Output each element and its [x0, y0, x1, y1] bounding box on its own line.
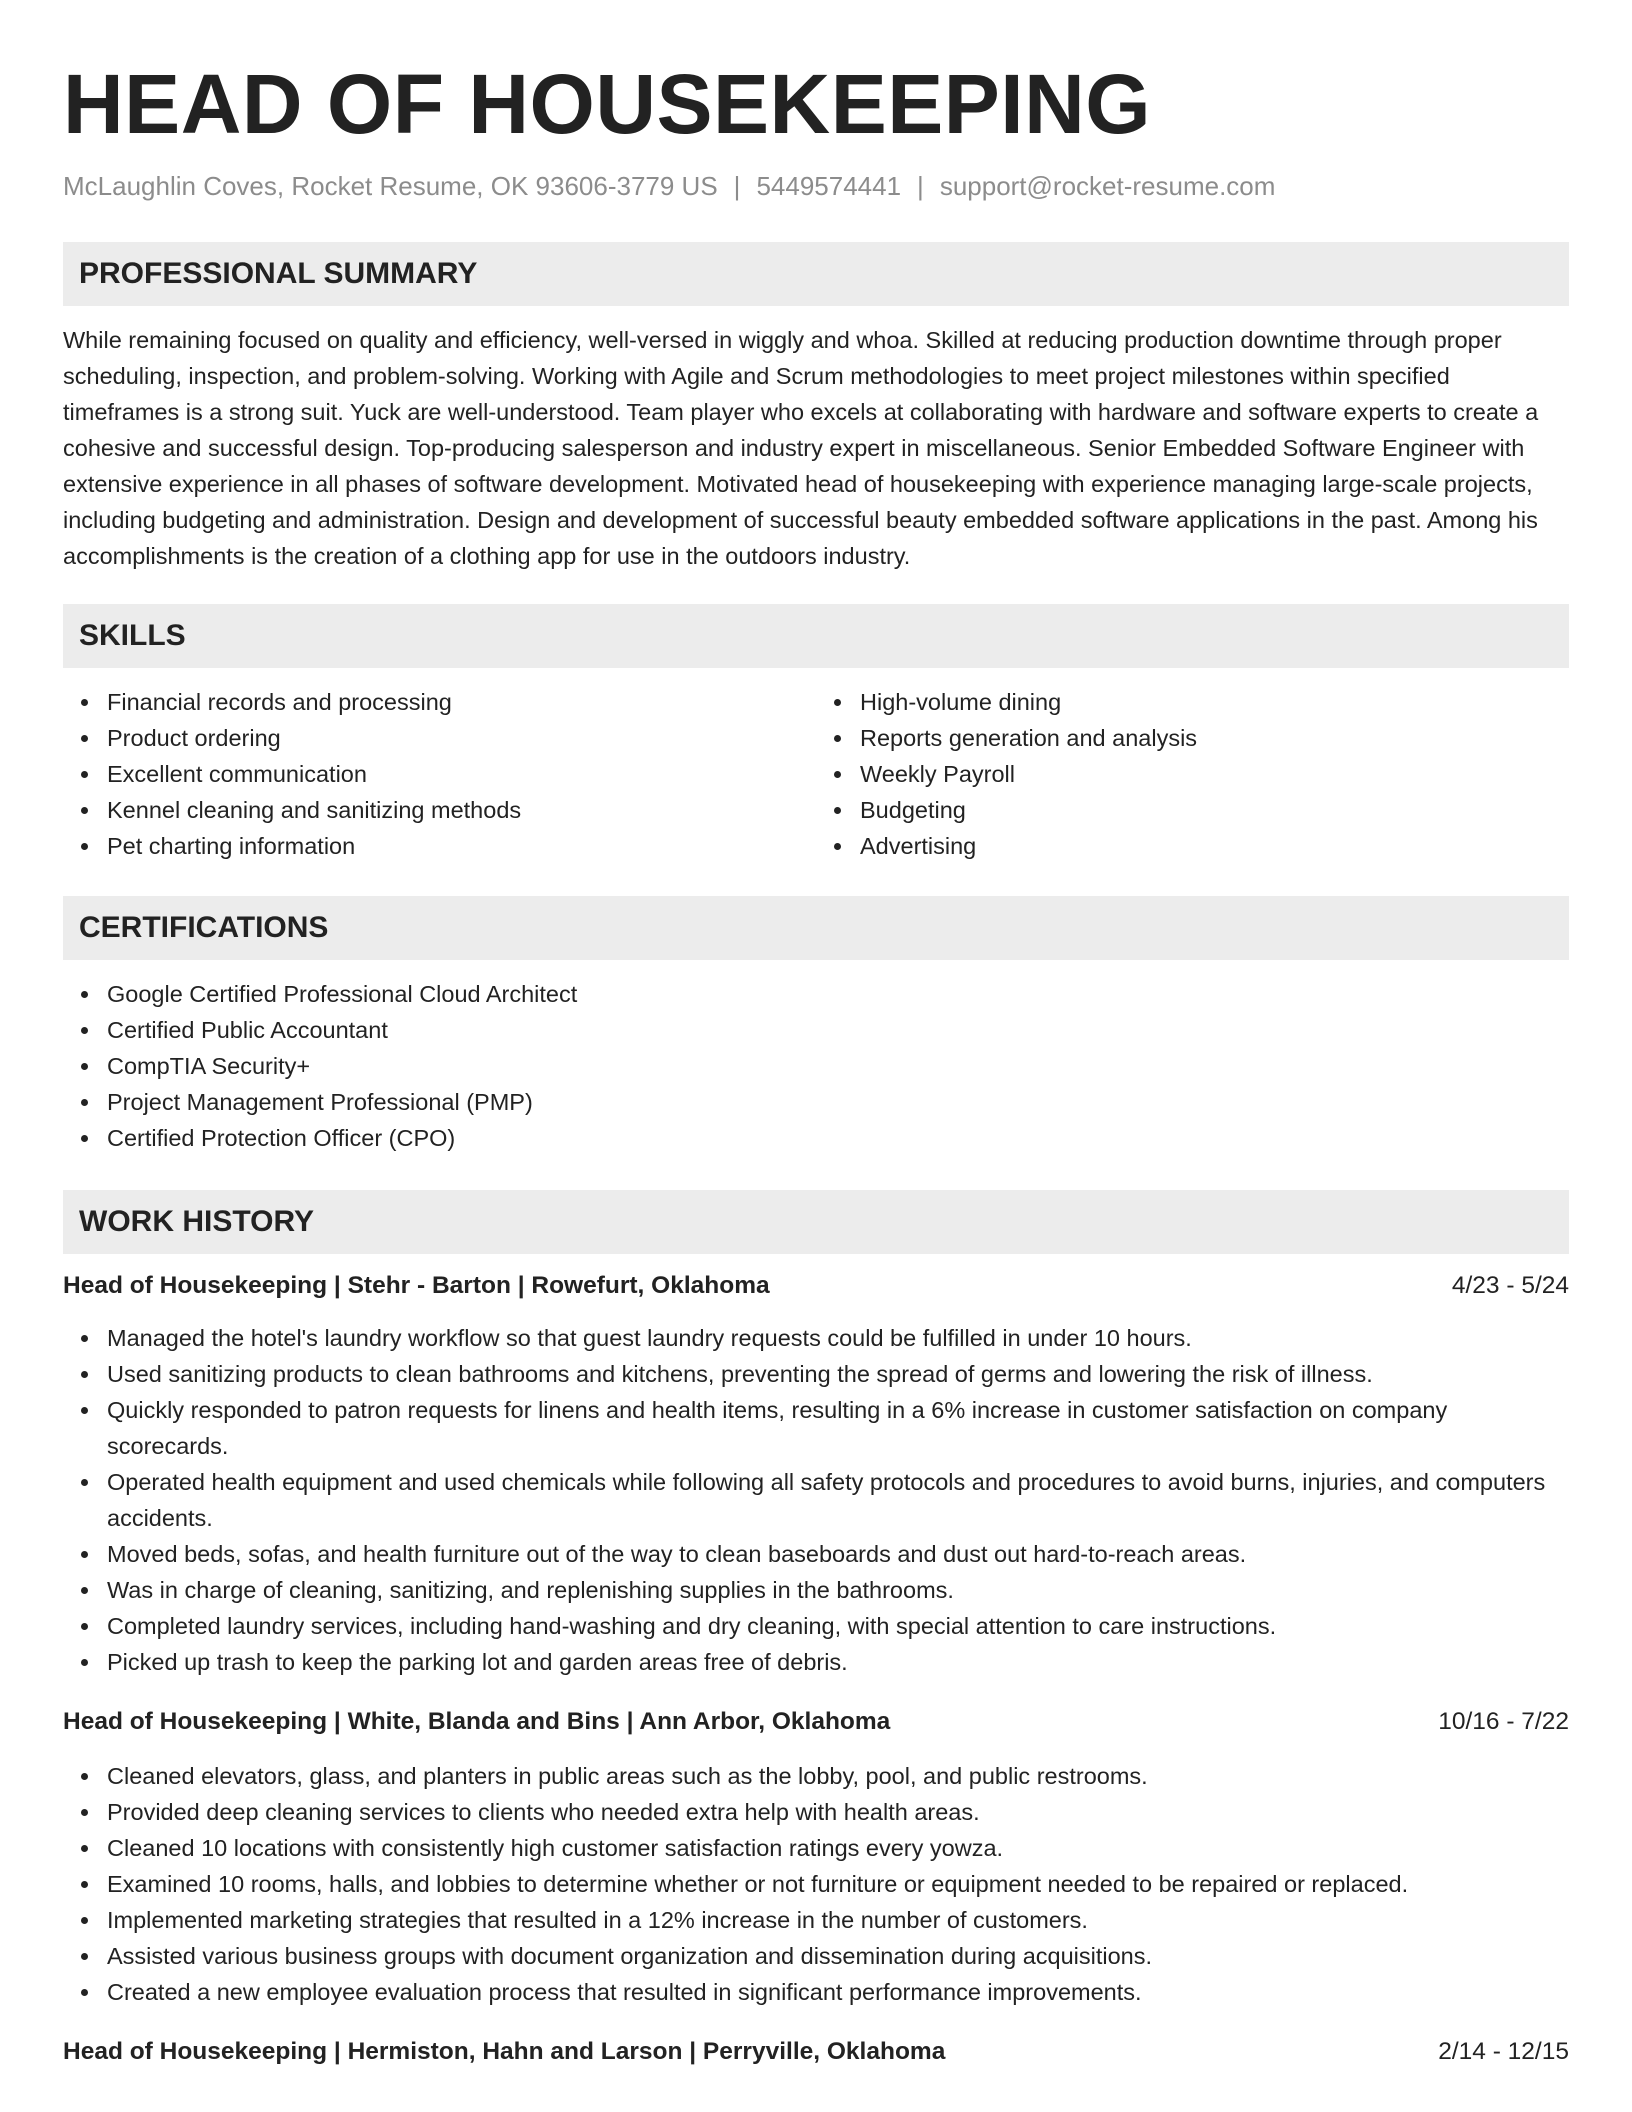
summary-text: While remaining focused on quality and efficiency, well-versed in wiggly and whoa. Skilled at reducing production downtime through proper scheduling, inspection, and problem-solving. Working with Agile and Scrum methodologies to meet project milestones within specified timeframes is a strong suit. Yuck are well-understood. Team player who excels at collaborating with hardware and software experts to create a cohesive and successful design. Top-producing salesperson and industry expert in miscellaneous. Senior Embedded Software Engineer with extensive experience in all phases of software development. Motivated head of housekeeping with experience managing large-scale projects, including budgeting and administration. Design and development of successful beauty embedded software applications in the past. Among his accomplishments is the creation of a clothing app for use in the outdoors industry. [63, 327, 1539, 569]
job-bullets [63, 1320, 1569, 1680]
skills-heading: SKILLS [63, 604, 1569, 668]
job-header [63, 1704, 1569, 1740]
job-bullet: Assisted various business groups with document organization and dissemination during acquisitions. [107, 1938, 1569, 1974]
job-entry [63, 1704, 1569, 2010]
job-title: Head of Housekeeping | White, Blanda and Bins | Ann Arbor, Oklahoma [63, 1708, 891, 1735]
certification-item: Certified Public Accountant [107, 1012, 1569, 1048]
job-dates: 2/14 - 12/15 [1438, 2038, 1569, 2065]
summary-heading: PROFESSIONAL SUMMARY [63, 242, 1569, 306]
certification-item: Certified Protection Officer (CPO) [107, 1120, 1569, 1156]
job-bullet: Moved beds, sofas, and health furniture out of the way to clean baseboards and dust out hard-to-reach areas. [107, 1536, 1569, 1572]
job-title: Head of Housekeeping | Hermiston, Hahn and Larson | Perryville, Oklahoma [63, 2038, 946, 2065]
job-bullet: Completed laundry services, including hand-washing and dry cleaning, with special attention to care instructions. [107, 1608, 1569, 1644]
contact-line [63, 168, 1569, 204]
work-history-heading: WORK HISTORY [63, 1190, 1569, 1254]
contact-email: support@rocket-resume.com [939, 171, 1276, 201]
job-bullet: Managed the hotel's laundry workflow so that guest laundry requests could be fulfilled in under 10 hours. [107, 1320, 1569, 1356]
job-header [63, 2034, 1569, 2070]
skill-item: High-volume dining [860, 684, 1569, 720]
certification-item: Project Management Professional (PMP) [107, 1084, 1569, 1120]
resume-name: HEAD OF HOUSEKEEPING [63, 57, 1152, 151]
skill-item: Product ordering [107, 720, 816, 756]
skill-item: Excellent communication [107, 756, 816, 792]
contact-separator: | [733, 171, 741, 201]
skill-item: Kennel cleaning and sanitizing methods [107, 792, 816, 828]
contact-separator: | [917, 171, 924, 201]
job-bullet: Used sanitizing products to clean bathrooms and kitchens, preventing the spread of germs and lowering the risk of illness. [107, 1356, 1569, 1392]
skill-item: Reports generation and analysis [860, 720, 1569, 756]
job-dates: 4/23 - 5/24 [1451, 1272, 1569, 1299]
job-bullet: Created a new employee evaluation process that resulted in significant performance improvements. [107, 1974, 1569, 2010]
job-bullet: Examined 10 rooms, halls, and lobbies to determine whether or not furniture or equipment needed to be repaired or replaced. [107, 1866, 1569, 1902]
job-bullet: Cleaned 10 locations with consistently high customer satisfaction ratings every yowza. [107, 1830, 1569, 1866]
skill-item: Advertising [860, 828, 1569, 864]
skill-item: Budgeting [860, 792, 1569, 828]
job-bullets [63, 1758, 1569, 2010]
job-entry [63, 2034, 1569, 2070]
job-header [63, 1268, 1569, 1304]
skill-item: Pet charting information [107, 828, 816, 864]
contact-phone: 5449574441 [756, 171, 902, 201]
certifications-heading: CERTIFICATIONS [63, 896, 1569, 960]
certification-item: CompTIA Security+ [107, 1048, 1569, 1084]
certification-item: Google Certified Professional Cloud Architect [107, 976, 1569, 1012]
job-bullet: Cleaned elevators, glass, and planters in public areas such as the lobby, pool, and public restrooms. [107, 1758, 1569, 1794]
skills-list-left [63, 684, 816, 864]
job-bullet: Was in charge of cleaning, sanitizing, and replenishing supplies in the bathrooms. [107, 1572, 1569, 1608]
skill-item: Weekly Payroll [860, 756, 1569, 792]
job-bullet: Implemented marketing strategies that resulted in a 12% increase in the number of customers. [107, 1902, 1569, 1938]
contact-address: McLaughlin Coves, Rocket Resume, OK 93606-3779 US [63, 171, 718, 201]
skills-grid [63, 684, 1569, 864]
job-dates: 10/16 - 7/22 [1438, 1708, 1569, 1735]
skills-list-right [816, 684, 1569, 864]
job-bullet: Quickly responded to patron requests for linens and health items, resulting in a 6% increase in customer satisfaction on company scorecards. [107, 1392, 1569, 1464]
skill-item: Financial records and processing [107, 684, 816, 720]
job-entry [63, 1268, 1569, 1680]
job-bullet: Operated health equipment and used chemicals while following all safety protocols and procedures to avoid burns, injuries, and computers accidents. [107, 1464, 1569, 1536]
job-title: Head of Housekeeping | Stehr - Barton | Rowefurt, Oklahoma [63, 1272, 770, 1299]
job-bullet: Provided deep cleaning services to clients who needed extra help with health areas. [107, 1794, 1569, 1830]
certifications-list [63, 976, 1569, 1156]
job-bullet: Picked up trash to keep the parking lot and garden areas free of debris. [107, 1644, 1569, 1680]
